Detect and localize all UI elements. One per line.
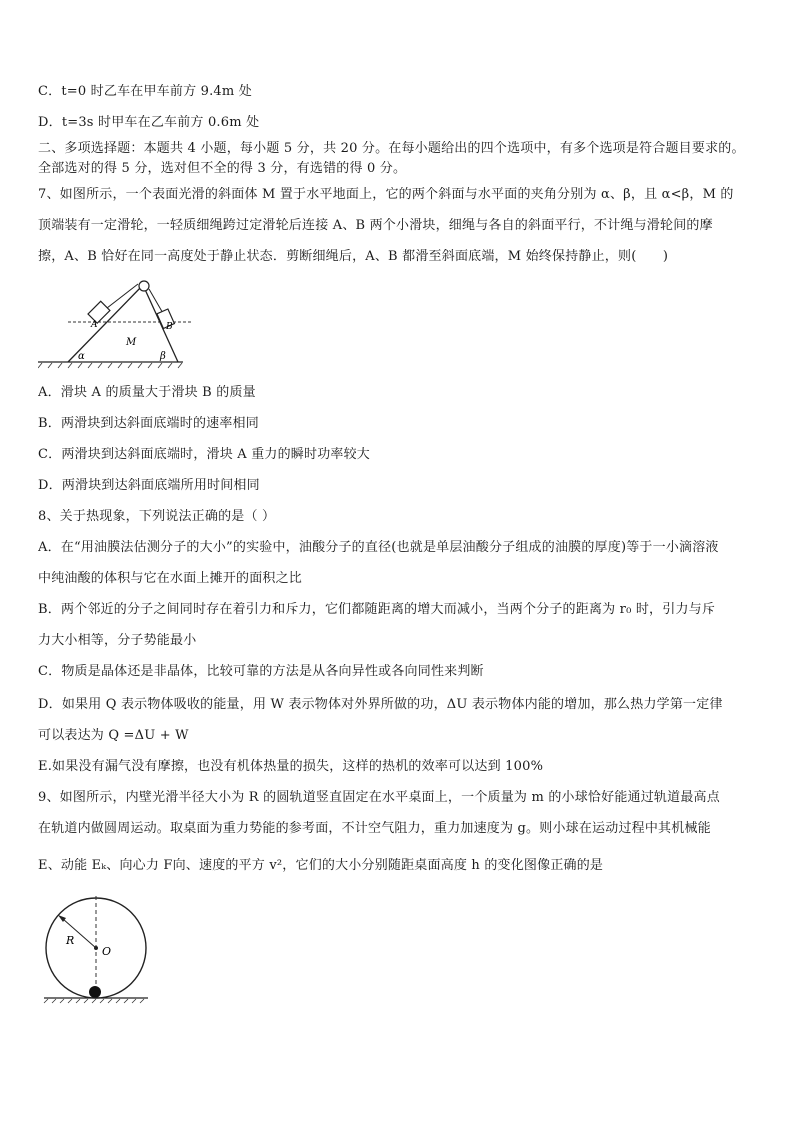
incline-pulley-figure xyxy=(38,275,198,370)
question-9-stem-2: 在轨道内做圆周运动。取桌面为重力势能的参考面，不计空气阻力，重力加速度为 g。则小球在运动过程中其机械能 xyxy=(38,821,711,836)
option-b-q8: B．两个邻近的分子之间同时存在着引力和斥力，它们都随距离的增大而减小，当两个分子的距离为 r₀ 时，引力与斥 xyxy=(38,602,716,617)
question-9-stem-3: E、动能 Eₖ、向心力 F向、速度的平方 v²，它们的大小分别随距桌面高度 h 的变化图像正确的是 xyxy=(38,858,604,873)
option-d-q8-cont: 可以表达为 Q =ΔU + W xyxy=(38,728,189,743)
label-o: O xyxy=(102,945,112,958)
label-r: R xyxy=(66,934,75,947)
question-8-stem: 8、关于热现象，下列说法正确的是（ ） xyxy=(38,509,276,524)
center-point xyxy=(94,946,98,950)
option-d-q7: D．两滑块到达斜面底端所用时间相同 xyxy=(38,478,260,493)
question-7-stem-3: 擦，A、B 恰好在同一高度处于静止状态．剪断细绳后，A、B 都滑至斜面底端，M 始终保持静止，则( ) xyxy=(38,249,669,264)
option-a-q7: A．滑块 A 的质量大于滑块 B 的质量 xyxy=(38,385,256,400)
question-9-stem: 9、如图所示，内壁光滑半径大小为 R 的圆轨道竖直固定在水平桌面上，一个质量为 m 的小球恰好能通过轨道最高点 xyxy=(38,790,720,805)
label-beta: β xyxy=(160,351,166,362)
ground-hatching xyxy=(38,363,182,368)
ball-icon xyxy=(89,986,101,998)
option-a-q8: A．在“用油膜法估测分子的大小”的实验中，油酸分子的直径(也就是单层油酸分子组成的油膜的厚度)等于一小滴溶液 xyxy=(38,540,719,555)
section-heading: 二、多项选择题：本题共 4 小题，每小题 5 分，共 20 分。在每小题给出的四个选项中，有多个选项是符合题目要求的。 xyxy=(38,141,745,156)
option-c-q7: C．两滑块到达斜面底端时，滑块 A 重力的瞬时功率较大 xyxy=(38,447,370,462)
option-b-q7: B．两滑块到达斜面底端时的速率相同 xyxy=(38,416,259,431)
option-b-q8-cont: 力大小相等，分子势能最小 xyxy=(38,633,197,648)
circular-track-figure xyxy=(36,892,156,1004)
pulley-icon xyxy=(139,281,149,291)
option-a-q8-cont: 中纯油酸的体积与它在水面上摊开的面积之比 xyxy=(38,571,303,586)
label-alpha: α xyxy=(78,351,85,362)
option-d-q8: D．如果用 Q 表示物体吸收的能量，用 W 表示物体对外界所做的功，ΔU 表示物体内能的增加，那么热力学第一定律 xyxy=(38,697,723,712)
option-d-q6: D．t=3s 时甲车在乙车前方 0.6m 处 xyxy=(38,115,260,130)
section-heading-cont: 全部选对的得 5 分，选对但不全的得 3 分，有选错的得 0 分。 xyxy=(38,161,407,176)
label-m: M xyxy=(126,337,137,348)
option-c-q6: C．t=0 时乙车在甲车前方 9.4m 处 xyxy=(38,84,252,99)
label-a: A xyxy=(91,320,98,330)
label-b: B xyxy=(166,322,173,332)
question-7-stem-2: 顶端装有一定滑轮，一轻质细绳跨过定滑轮后连接 A、B 两个小滑块，细绳与各自的斜面平行，不计绳与滑轮间的摩 xyxy=(38,218,713,233)
option-e-q8: E.如果没有漏气没有摩擦，也没有机体热量的损失，这样的热机的效率可以达到 100% xyxy=(38,759,544,774)
question-7-stem: 7、如图所示，一个表面光滑的斜面体 M 置于水平地面上，它的两个斜面与水平面的夹角分别为 α、β，且 α<β，M 的 xyxy=(38,187,734,202)
table-hatching xyxy=(44,999,144,1003)
option-c-q8: C．物质是晶体还是非晶体，比较可靠的方法是从各向异性或各向同性来判断 xyxy=(38,664,484,679)
